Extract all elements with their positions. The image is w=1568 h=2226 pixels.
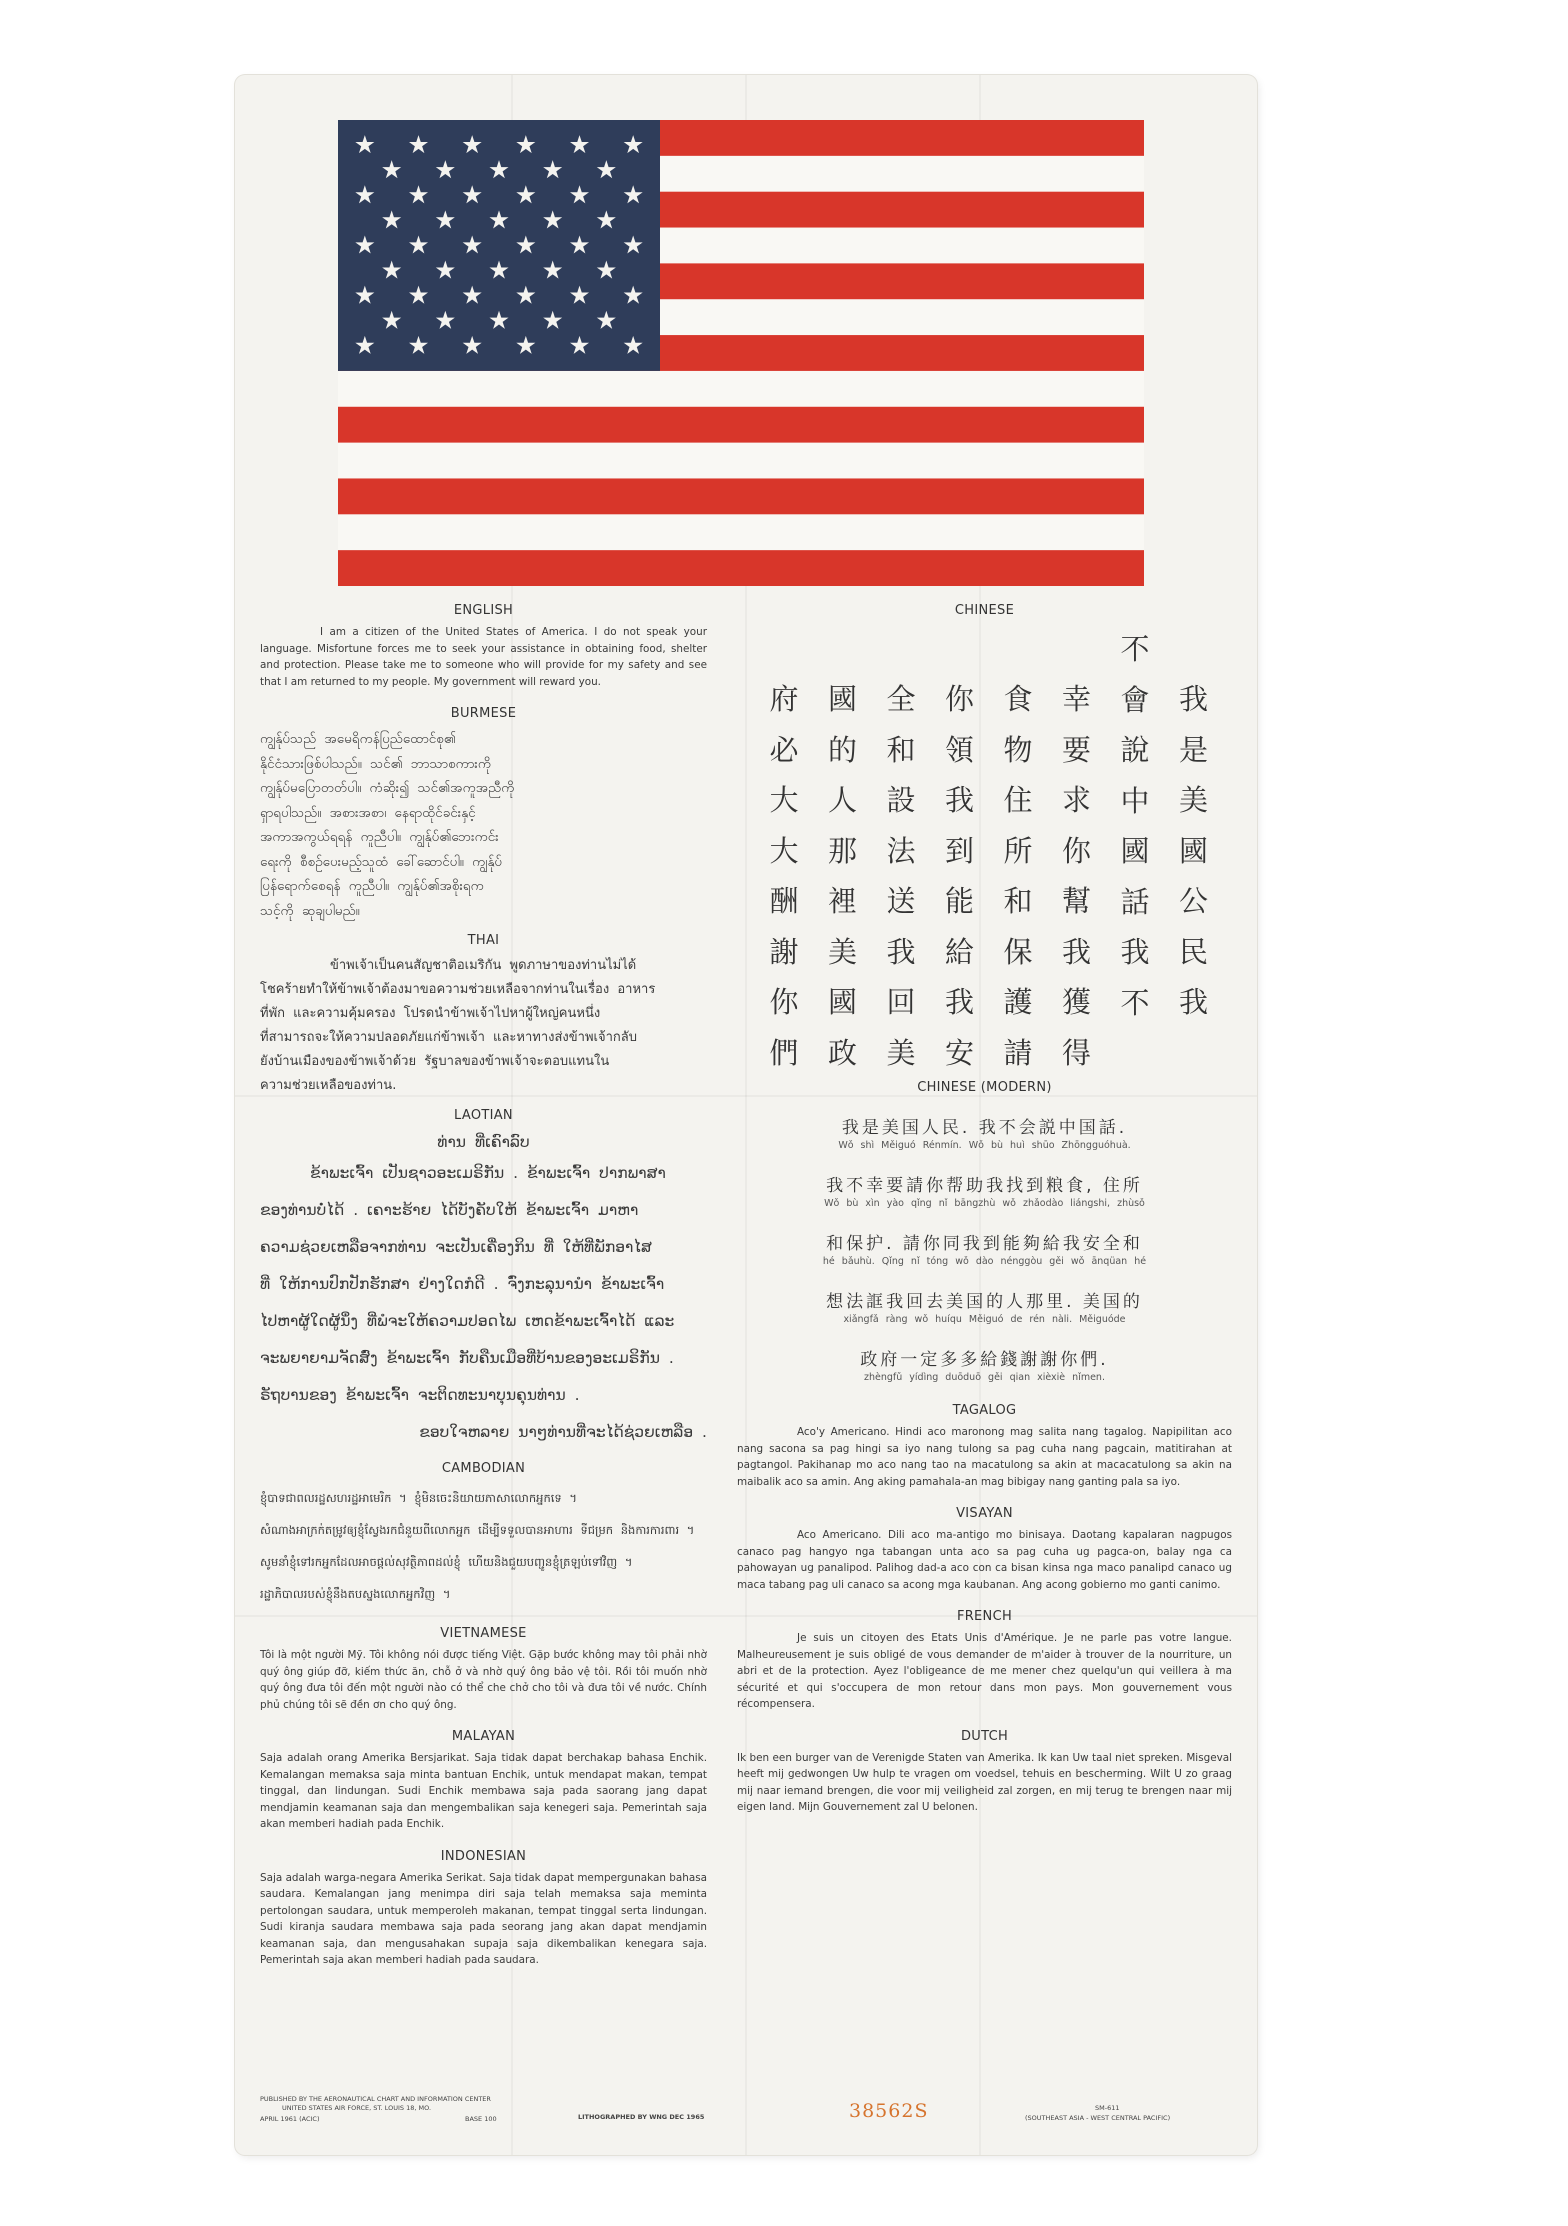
section-title: DUTCH bbox=[960, 1728, 1009, 1744]
section-text: Saja adalah warga-negara Amerika Serikat. Saja tidak dapat mempergunakan bahasa saudara. Kemalangan jang menimpa diri saja telah memaksa saja meminta pertolongan saudara, untuk memperoleh makanan, tempat tinggal serta lindungan. Sudi kiranja saudara membawa saja pada seorang jang akan dapat mendjamin keamanan saja, dan mengusahakan supaja saja dikembalikan kenegara saja. Pemerintah saja akan memberi hadiah pada saudara. bbox=[260, 1871, 707, 1966]
section-text: Je suis un citoyen des Etats Unis d'Amérique. Je ne parle pas votre langue. Malheureusement je suis obligé de vous demander de m'aider à trouver de la nourriture, un abri et de la protection. Ayez l'obligeance de me mener chez quelqu'un qui veillera à ma sécurité et qui s'occupera de mon retour dans mon pays. Mon gouvernement vous récompensera. bbox=[737, 1632, 1232, 1710]
script-line: โชคร้ายทำให้ข้าพเจ้าต้องมาขอความช่วยเหลือจากท่านในเรื่อง อาหาร bbox=[260, 982, 656, 997]
publisher-line: UNITED STATES AIR FORCE, ST. LOUIS 18, MO. bbox=[282, 2104, 432, 2112]
script-line: ที่สามารถจะให้ความปลอดภัยแก่ข้าพเจ้า และหาทางส่งข้าพเจ้ากลับ bbox=[260, 1030, 637, 1045]
chinese-character: 請 bbox=[1003, 1035, 1033, 1070]
chinese-character: 我 bbox=[886, 934, 916, 969]
section-indonesian bbox=[260, 1849, 707, 1969]
chinese-character: 府 bbox=[769, 682, 799, 716]
section-title: BURMESE bbox=[450, 706, 517, 721]
script-line: ຄວາມຊ່ວຍເຫລືອຈາກທ່ານ ຈະເປັນເຄື່ອງກິນ ທີ່ ໃຫ້ທີ່ພັກອາໄສ bbox=[260, 1238, 652, 1256]
section-chinese-modern bbox=[737, 1080, 1232, 1383]
chinese-character: 幫 bbox=[1061, 884, 1091, 918]
section-title: THAI bbox=[467, 933, 500, 948]
chinese-character: 公 bbox=[1178, 884, 1208, 918]
chinese-character: 獲 bbox=[1061, 985, 1091, 1019]
chinese-column bbox=[1168, 674, 1220, 1028]
chinese-character: 安 bbox=[944, 1035, 974, 1070]
red-stripe bbox=[338, 478, 1144, 514]
chinese-character: 你 bbox=[769, 985, 799, 1019]
chinese-character: 回 bbox=[886, 985, 916, 1019]
chinese-character: 送 bbox=[886, 884, 916, 918]
white-stripe bbox=[338, 443, 1144, 479]
script-line: ข้าพเจ้าเป็นคนสัญชาติอเมริกัน พูดภาษาของท่านไม่ได้ bbox=[330, 958, 637, 973]
section-malayan bbox=[260, 1729, 707, 1833]
chinese-character: 是 bbox=[1178, 732, 1208, 767]
section-thai bbox=[260, 933, 707, 1098]
chinese-column bbox=[934, 674, 986, 1078]
script-line: ความช่วยเหลือของท่าน. bbox=[260, 1078, 397, 1093]
hanzi-line: 我是美国人民. 我不会説中国話. bbox=[841, 1118, 1128, 1138]
chinese-character: 那 bbox=[827, 833, 857, 868]
hanzi-line: 政府一定多多給錢謝謝你們. bbox=[860, 1350, 1109, 1370]
chinese-character: 要 bbox=[1061, 732, 1091, 767]
chinese-character: 法 bbox=[886, 833, 916, 868]
section-text: Aco'y Americano. Hindi aco maronong mag salita nang tagalog. Napipilitan aco nang sacona sa pag hingi sa iyo nang tulong sa pag cuha nang pagcain, matitirahan at pagtangol. Pakihanap mo aco nang tao na macatulong sa akin at macacatulong sa akin na maibalik aco sa amin. Ang aking pamahala-an mag bibigay nang ganting pala sa iyo. bbox=[737, 1426, 1232, 1488]
chinese-character: 給 bbox=[944, 934, 974, 969]
section-text: Ik ben een burger van de Verenigde Staten van Amerika. Ik kan Uw taal niet spreken. Misgeval heeft mij gedwongen Uw hulp te vragen om voedsel, tehuis en bescherming. Wilt U zo graag mij naar iemand brengen, die voor mij veiligheid zal zorgen, en mij terug te brengen naar mij eigen land. Mijn Gouvernement zal U belonen. bbox=[737, 1751, 1232, 1813]
section-title: VISAYAN bbox=[956, 1506, 1013, 1521]
script-line: ໄປຫາຜູ້ໃດຜູ້ນຶ່ງ ທີ່ພໍຈະໃຫ້ຄວາມປອດໄພ ເຫດຂ້າພະເຈົ້າໄດ້ ແລະ bbox=[260, 1312, 675, 1330]
chinese-character: 得 bbox=[1061, 1035, 1091, 1070]
chinese-character: 裡 bbox=[827, 884, 857, 918]
chinese-character: 會 bbox=[1120, 682, 1150, 717]
chinese-character: 我 bbox=[1120, 935, 1150, 969]
chinese-vertical-text bbox=[750, 624, 1220, 1070]
closing-line: ຂອບໃຈຫລາຍ ນາໆທ່ານທີ່ຈະໄດ້ຊ່ວຍເຫລືອ . bbox=[419, 1423, 707, 1441]
script-line: နိုင်ငံသားဖြစ်ပါသည်။ သင်၏ ဘာသာစကားကို bbox=[260, 755, 492, 772]
section-title: CHINESE (MODERN) bbox=[917, 1080, 1052, 1095]
section-cambodian bbox=[260, 1461, 707, 1610]
salutation: ທ່ານ ທີ່ເຄົາລົບ bbox=[437, 1133, 530, 1151]
section-text: Aco Americano. Dili aco ma-antigo mo binisaya. Daotang kapalaran nagpugos canaco pag hangyo nga tabangan unta aco sa pag cuha ug pagca-on, balay nga ca pahowayan ug panalipod. Palihog dad-a aco con ca bisan kinsa nga maco panalipd canaco ug maca tabang pag uli canaco sa acong mga kaubanan. Ang acong gobierno mo ganti canimo. bbox=[737, 1529, 1232, 1591]
script-line: သင့်ကို ဆုချပါမည်။ bbox=[260, 902, 360, 919]
pinyin-line: Wǒ bù xìn yào qǐng nǐ bāngzhù wǒ zhǎodào liángshi, zhùsǒ bbox=[824, 1198, 1145, 1209]
section-text: Saja adalah orang Amerika Bersjarikat. Saja tidak dapat berchakap bahasa Enchik. Kemalangan memaksa saja minta bantuan Enchik, untuk mendapat makan, tempat tinggal, dan lindungan. Sudi Enchik membawa saja pada saorang jang dapat mendjamin keamanan saja dan mengembalikan saja kenegeri saja. Pemerintah saja akan memberi hadiah pada Enchik. bbox=[260, 1752, 707, 1830]
chinese-character: 物 bbox=[1003, 732, 1033, 767]
section-title: FRENCH bbox=[956, 1609, 1013, 1624]
white-stripe bbox=[338, 371, 1144, 407]
chinese-modern-lines bbox=[737, 1113, 1232, 1383]
footer bbox=[260, 2095, 1232, 2145]
us-flag bbox=[338, 120, 1144, 586]
blood-chit-sheet bbox=[235, 75, 1257, 2155]
chinese-character: 美 bbox=[827, 934, 857, 969]
chinese-character: 食 bbox=[1003, 682, 1033, 716]
chinese-character: 全 bbox=[886, 682, 916, 716]
section-title: LAOTIAN bbox=[454, 1108, 513, 1123]
hanzi-line: 和保护. 請你同我到能夠給我安全和 bbox=[826, 1234, 1143, 1254]
chinese-column bbox=[817, 674, 869, 1078]
section-visayan bbox=[737, 1506, 1232, 1593]
lithograph-note: LITHOGRAPHED BY WNG DEC 1965 bbox=[578, 2113, 705, 2121]
chinese-character: 幸 bbox=[1061, 682, 1091, 716]
section-title: CHINESE bbox=[954, 603, 1015, 618]
section-tagalog bbox=[737, 1403, 1232, 1490]
chinese-character: 話 bbox=[1120, 884, 1150, 919]
flag-canton bbox=[338, 120, 660, 371]
section-text: Tôi là một người Mỹ. Tôi không nói được tiếng Việt. Gặp bước không may tôi phải nhờ quý ông giúp đỡ, kiếm thức ăn, chỗ ở và nhờ quý ông bảo vệ tôi. Rồi tôi muốn nhờ quý ông đưa tôi đến một người nào có thể che chở cho tôi và đưa tôi về nước. Chính phủ chúng tôi sẽ đền ơn cho quý ông. bbox=[260, 1649, 707, 1711]
publisher-line: PUBLISHED BY THE AERONAUTICAL CHART AND INFORMATION CENTER bbox=[260, 2095, 491, 2103]
chinese-character: 我 bbox=[944, 783, 974, 817]
chinese-character: 說 bbox=[1120, 733, 1150, 767]
chinese-character: 不 bbox=[1120, 632, 1150, 666]
hanzi-line: 想法誆我回去美国的人那里. 美国的 bbox=[826, 1292, 1143, 1312]
chinese-character: 我 bbox=[944, 985, 974, 1019]
print-date: APRIL 1961 (ACIC) bbox=[260, 2115, 320, 2123]
script-line: ຂ້າພະເຈົ້າ ເປັນຊາວອະເມຣິກັນ . ຂ້າພະເຈົ້າ ປາກພາສາ bbox=[310, 1164, 666, 1182]
chinese-character: 求 bbox=[1061, 783, 1091, 817]
section-text: I am a citizen of the United States of America. I do not speak your language. Misfortune forces me to seek your assistance in obtaining food, shelter and protection. Please take me to someone who will provide for my safety and see that I am returned to my people. My government will reward you. bbox=[260, 626, 707, 688]
section-title: MALAYAN bbox=[451, 1729, 516, 1744]
script-line: ຈະພຍາຍາມຈັດສົ່ງ ຂ້າພະເຈົ້າ ກັບຄືນເມືອທີ່ບ້ານຂອງອະເມຣິກັນ . bbox=[260, 1349, 674, 1367]
chinese-character: 和 bbox=[886, 732, 916, 767]
script-line: ပြန်ရောက်စေရန် ကူညီပါ။ ကျွန်ုပ်၏အစိုးရက bbox=[260, 878, 484, 894]
chinese-character: 你 bbox=[944, 682, 974, 716]
script-line: ที่พัก และความคุ้มครอง โปรดนำข้าพเจ้าไปหาผู้ใหญ่คนหนึ่ง bbox=[260, 1006, 601, 1021]
chinese-character: 不 bbox=[1120, 985, 1150, 1020]
script-line: ທີ່ ໃຫ້ການປົກປັກຮັກສາ ຢ່າງໃດກໍດີ . ຈົ່ງກະລຸນານຳ ຂ້າພະເຈົ້າ bbox=[260, 1275, 665, 1293]
chinese-character: 大 bbox=[769, 783, 799, 817]
chinese-character: 設 bbox=[886, 783, 916, 817]
chinese-character: 酬 bbox=[769, 884, 799, 918]
script-line: សូមនាំខ្ញុំទៅរកអ្នកដែលអាចផ្តល់សុវត្ថិភាពដល់ខ្ញុំ ហើយនិងជួយបញ្ជូនខ្ញុំត្រឡប់ទៅវិញ ។ bbox=[260, 1555, 633, 1569]
section-french bbox=[737, 1609, 1232, 1713]
chinese-character: 中 bbox=[1120, 783, 1150, 818]
section-chinese bbox=[737, 603, 1232, 1070]
section-dutch bbox=[737, 1729, 1232, 1816]
script-line: အကာအကွယ်ရရန် ကူညီပါ။ ကျွန်ုပ်၏ဘေးကင်း bbox=[260, 829, 499, 845]
script-line: រដ្ឋាភិបាលរបស់ខ្ញុំនឹងតបស្នងលោកអ្នកវិញ ។ bbox=[260, 1587, 451, 1601]
script-line: ຂອງທ່ານບໍ່ໄດ້ . ເຄາະຮ້າຍ ໄດ້ບັງຄັບໃຫ້ ຂ້າພະເຈົ້າ ມາຫາ bbox=[260, 1201, 639, 1219]
chinese-character: 美 bbox=[1178, 783, 1208, 817]
right-column bbox=[737, 603, 1232, 1816]
chinese-character: 國 bbox=[827, 682, 857, 716]
section-title: CAMBODIAN bbox=[441, 1461, 526, 1476]
chinese-character: 人 bbox=[827, 783, 857, 817]
section-title: TAGALOG bbox=[952, 1403, 1017, 1418]
section-title: VIETNAMESE bbox=[440, 1626, 527, 1641]
chinese-character: 的 bbox=[827, 732, 857, 767]
chinese-column bbox=[758, 674, 810, 1078]
base-number: BASE 100 bbox=[465, 2115, 497, 2123]
chinese-character: 國 bbox=[1120, 834, 1150, 868]
chinese-character: 我 bbox=[1178, 985, 1208, 1019]
chinese-character: 政 bbox=[827, 1035, 857, 1070]
serial-number: 38562S bbox=[849, 2100, 929, 2122]
chinese-character: 住 bbox=[1003, 783, 1033, 817]
script-line: ຣັຖບານຂອງ ຂ້າພະເຈົ້າ ຈະຕິດທະນາບຸນຄຸນທ່ານ . bbox=[260, 1386, 580, 1404]
chinese-character: 所 bbox=[1003, 833, 1033, 868]
chinese-character: 大 bbox=[769, 833, 799, 868]
chinese-character: 謝 bbox=[769, 934, 799, 969]
script-line: សំណាងអាក្រក់តម្រូវឲ្យខ្ញុំស្វែងរកជំនួយពីលោកអ្នក ដើម្បីទទួលបានអាហារ ទីជម្រក និងការការពារ ។ bbox=[260, 1523, 695, 1537]
section-title: INDONESIAN bbox=[440, 1848, 527, 1864]
chinese-character: 必 bbox=[769, 732, 799, 767]
chinese-character: 們 bbox=[769, 1035, 799, 1070]
left-column bbox=[260, 603, 707, 1969]
chinese-character: 我 bbox=[1178, 682, 1208, 716]
chinese-character: 你 bbox=[1061, 833, 1091, 868]
chinese-column bbox=[1051, 674, 1103, 1078]
chinese-character: 國 bbox=[1178, 833, 1208, 868]
white-stripe bbox=[338, 514, 1144, 550]
chinese-character: 能 bbox=[944, 884, 974, 918]
red-stripe bbox=[338, 550, 1144, 586]
chinese-character: 到 bbox=[944, 833, 974, 868]
section-title: ENGLISH bbox=[453, 603, 514, 618]
script-line: ရေးကို စီစဉ်ပေးမည့်သူထံ ခေါ်ဆောင်ပါ။ ကျွန်ုပ် bbox=[260, 853, 503, 870]
section-english bbox=[260, 603, 707, 690]
hanzi-line: 我不幸要請你帮助我找到粮食, 住所 bbox=[826, 1176, 1143, 1196]
chinese-column bbox=[992, 674, 1044, 1078]
section-laotian bbox=[260, 1108, 707, 1451]
chinese-character: 保 bbox=[1003, 934, 1033, 969]
red-stripe bbox=[338, 407, 1144, 443]
pinyin-line: Wǒ shì Měiguó Rénmín. Wǒ bù huì shūo Zhōngguóhuà. bbox=[838, 1140, 1131, 1151]
section-vietnamese bbox=[260, 1626, 707, 1713]
section-burmese bbox=[260, 706, 707, 923]
chinese-column bbox=[1109, 624, 1161, 1028]
chinese-character: 民 bbox=[1178, 934, 1208, 969]
chinese-character: 領 bbox=[944, 732, 974, 767]
pinyin-line: xiǎngfǎ ràng wǒ huíqu Měiguó de rén nàli. Měiguóde bbox=[843, 1314, 1126, 1325]
chart-code: SM-611 bbox=[1095, 2104, 1120, 2112]
pinyin-line: zhèngfǔ yídìng duōduō gěi qian xièxiè nǐmen. bbox=[864, 1372, 1105, 1383]
chinese-column bbox=[875, 674, 927, 1078]
pinyin-line: hé bǎuhù. Qǐng nǐ tóng wǒ dào nénggòu gěi wǒ ānqüan hé bbox=[822, 1256, 1147, 1267]
chinese-character: 護 bbox=[1003, 985, 1033, 1019]
chinese-character: 和 bbox=[1003, 884, 1033, 918]
chinese-character: 美 bbox=[886, 1035, 916, 1070]
region-label: (SOUTHEAST ASIA - WEST CENTRAL PACIFIC) bbox=[1025, 2114, 1171, 2122]
script-line: ရှာရပါသည်။ အစားအစာ၊ နေရာထိုင်ခင်းနှင့် bbox=[260, 804, 476, 821]
chinese-character: 我 bbox=[1061, 934, 1091, 969]
script-line: ကျွန်ုပ်မပြောတတ်ပါ။ ကံဆိုး၍ သင်၏အကူအညီကို bbox=[260, 780, 515, 796]
chinese-character: 國 bbox=[827, 985, 857, 1019]
script-line: ខ្ញុំបាទជាពលរដ្ឋសហរដ្ឋអាមេរិក ។ ខ្ញុំមិនចេះនិយាយភាសាលោកអ្នកទេ ។ bbox=[260, 1491, 577, 1505]
script-line: ကျွန်ုပ်သည် အမေရိကန်ပြည်ထောင်စု၏ bbox=[260, 731, 456, 747]
script-line: ยังบ้านเมืองของข้าพเจ้าด้วย รัฐบาลของข้าพเจ้าจะตอบแทนใน bbox=[260, 1054, 610, 1069]
